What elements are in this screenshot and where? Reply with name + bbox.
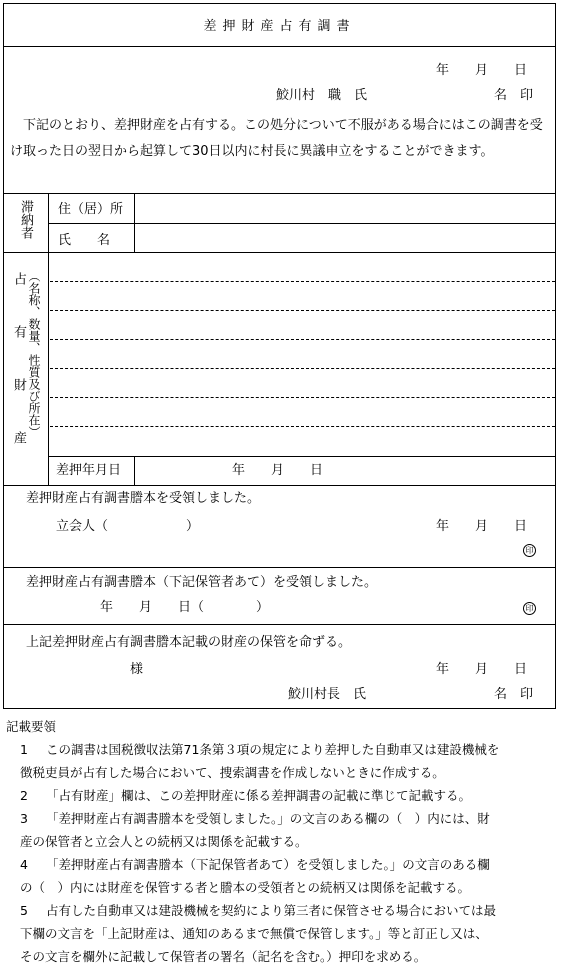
item-text: その文言を欄外に記載して保管者の署名（記名を含む。）押印を求める。 (20, 949, 427, 964)
item-text: 「差押財産占有調書謄本（下記保管者あて）を受領しました。」の文言のある欄 (46, 857, 490, 872)
property-sublabel: （名称、数量、性質及び所在） (27, 270, 41, 438)
receipt2-date: 年 月 日（ ） (100, 600, 270, 615)
issue-date: 年 月 日 (436, 63, 528, 78)
order-issuer: 鮫川村長 氏 (288, 687, 367, 702)
issuer-name-seal: 名 印 (494, 88, 534, 103)
item-number: 3 (20, 811, 28, 826)
order-text: 上記差押財産占有調書謄本記載の財産の保管を命ずる。 (26, 635, 352, 650)
property-entry-line (50, 397, 555, 398)
item-number: 4 (20, 857, 28, 872)
item-text: 「占有財産」欄は、この差押財産に係る差押調書の記載に準じて記載する。 (46, 788, 472, 803)
item-text: この調書は国税徴収法第71条第３項の規定により差押した自動車又は建設機械を (46, 742, 500, 757)
divider (4, 252, 555, 253)
item-number: 1 (20, 742, 28, 757)
order-name-seal: 名 印 (494, 687, 534, 702)
item-number: 5 (20, 903, 28, 918)
property-label: 占有財産 (11, 272, 26, 484)
item-text: の（ ）内には財産を保管する者と謄本の受領者との続柄又は関係を記載する。 (20, 880, 471, 895)
seal-mark: 印 (523, 602, 536, 615)
form-frame (3, 3, 556, 709)
notice-text: 下記のとおり、差押財産を占有する。この処分について不服がある場合にはこの調書を受け取った日の翌日から起算して30日以内に村長に異議申立をすることができます。 (10, 118, 543, 159)
label-column-divider (48, 193, 49, 485)
item-text: 下欄の文言を「上記財産は、通知のあるまで無償で保管します。」等と訂正し又は、 (20, 926, 488, 941)
property-entry-line (50, 368, 555, 369)
order-date: 年 月 日 (436, 662, 528, 677)
receipt2-text: 差押財産占有調書謄本（下記保管者あて）を受領しました。 (26, 575, 378, 590)
property-entry-line (50, 281, 555, 282)
divider (4, 624, 555, 625)
seal-mark: 印 (523, 544, 536, 557)
delinquent-label: 滞納者 (18, 200, 33, 239)
receipt1-text: 差押財産占有調書謄本を受領しました。 (26, 491, 261, 506)
form-title: 差押財産占有調書 (203, 19, 356, 34)
divider (4, 485, 555, 486)
property-entry-line (50, 310, 555, 311)
receipt1-date: 年 月 日 (436, 519, 528, 534)
item-text: 徴税吏員が占有した場合において、捜索調書を作成しないときに作成する。 (20, 765, 445, 780)
item-text: 「差押財産占有調書謄本を受領しました。」の文言のある欄の（ ）内には、財 (46, 811, 490, 826)
receipt1-witness: 立会人（ ） (56, 519, 200, 534)
instructions-heading: 記載要領 (6, 719, 57, 734)
divider (4, 193, 555, 194)
divider (4, 46, 555, 47)
issuer-line: 鮫川村 職 氏 (276, 88, 368, 103)
item-text: 産の保管者と立会人との続柄又は関係を記載する。 (20, 834, 308, 849)
divider (4, 567, 555, 568)
property-entry-line (50, 339, 555, 340)
seizure-date-label: 差押年月日 (56, 463, 122, 478)
property-entry-line (50, 426, 555, 427)
seizure-date-value: 年 月 日 (232, 463, 324, 478)
address-label: 住（居）所 (58, 202, 124, 217)
divider (48, 223, 555, 224)
divider (48, 456, 555, 457)
name-label: 氏 名 (58, 233, 111, 248)
item-text: 占有した自動車又は建設機械を契約により第三者に保管させる場合においては最 (46, 903, 497, 918)
item-number: 2 (20, 788, 28, 803)
column-divider (134, 456, 135, 485)
order-sama: 様 (130, 662, 144, 677)
